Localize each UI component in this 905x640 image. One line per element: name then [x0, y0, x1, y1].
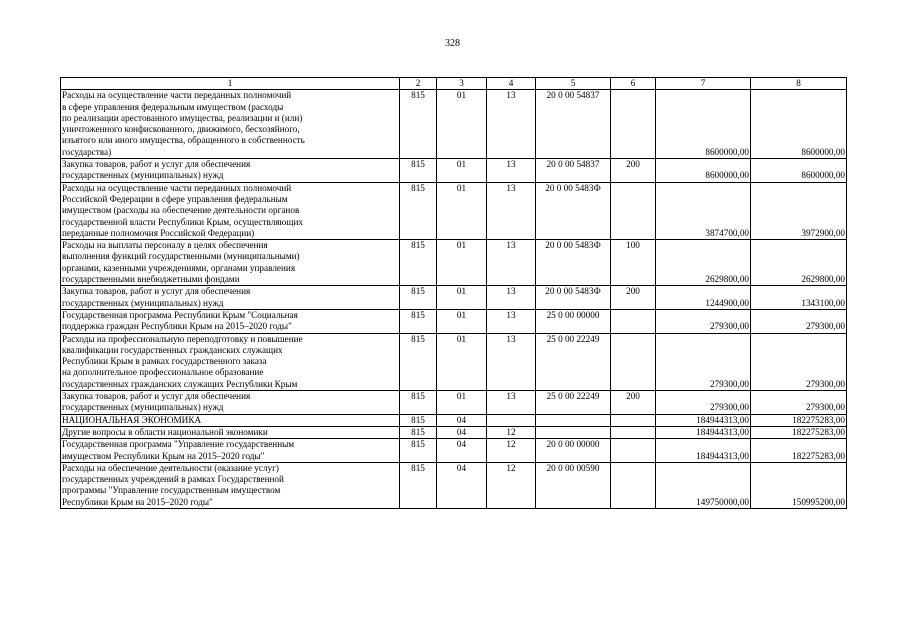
header-cell: 4	[487, 78, 536, 90]
target-article-cell: 20 0 00 5483Ф	[536, 286, 611, 310]
subsection-cell: 12	[487, 426, 536, 438]
header-row	[61, 78, 847, 90]
amount-year1-cell: 8600000,00	[656, 90, 751, 159]
expense-type-cell	[611, 90, 656, 159]
admin-code-cell: 815	[400, 462, 437, 508]
admin-code-cell: 815	[400, 333, 437, 390]
page-number: 328	[445, 38, 460, 49]
table-row	[61, 309, 847, 333]
admin-code-cell: 815	[400, 90, 437, 159]
amount-year1-cell: 2629800,00	[656, 240, 751, 286]
table-row	[61, 391, 847, 415]
target-article-cell: 20 0 00 5483Ф	[536, 240, 611, 286]
admin-code-cell: 815	[400, 286, 437, 310]
expense-type-cell	[611, 414, 656, 426]
table-row	[61, 90, 847, 159]
subsection-cell	[487, 414, 536, 426]
section-cell: 01	[437, 333, 487, 390]
amount-year1-cell: 149750000,00	[656, 462, 751, 508]
target-article-cell: 25 0 00 22249	[536, 333, 611, 390]
amount-year1-cell: 279300,00	[656, 309, 751, 333]
subsection-cell: 13	[487, 90, 536, 159]
admin-code-cell: 815	[400, 439, 437, 463]
target-article-cell: 20 0 00 54837	[536, 90, 611, 159]
section-cell: 04	[437, 439, 487, 463]
header-cell: 3	[437, 78, 487, 90]
amount-year1-cell: 184944313,00	[656, 414, 751, 426]
amount-year2-cell: 182275283,00	[751, 426, 847, 438]
table-row	[61, 333, 847, 390]
row-name-cell: Закупка товаров, работ и услуг для обеспечения государственных (муниципальных) нужд	[61, 286, 400, 310]
table-row	[61, 439, 847, 463]
section-cell: 01	[437, 240, 487, 286]
table-row	[61, 426, 847, 438]
expense-type-cell	[611, 439, 656, 463]
section-cell: 01	[437, 159, 487, 183]
table-row	[61, 414, 847, 426]
admin-code-cell: 815	[400, 391, 437, 415]
admin-code-cell: 815	[400, 414, 437, 426]
expense-type-cell: 200	[611, 391, 656, 415]
target-article-cell: 20 0 00 00590	[536, 462, 611, 508]
row-name-cell: Другие вопросы в области национальной экономики	[61, 426, 400, 438]
amount-year2-cell: 8600000,00	[751, 159, 847, 183]
target-article-cell: 25 0 00 22249	[536, 391, 611, 415]
subsection-cell: 12	[487, 439, 536, 463]
expense-type-cell: 200	[611, 286, 656, 310]
amount-year2-cell: 1343100,00	[751, 286, 847, 310]
amount-year2-cell: 182275283,00	[751, 439, 847, 463]
row-name-cell: Закупка товаров, работ и услуг для обеспечения государственных (муниципальных) нужд	[61, 159, 400, 183]
subsection-cell: 12	[487, 462, 536, 508]
amount-year1-cell: 8600000,00	[656, 159, 751, 183]
admin-code-cell: 815	[400, 182, 437, 239]
expense-type-cell	[611, 182, 656, 239]
section-cell: 01	[437, 182, 487, 239]
amount-year1-cell: 279300,00	[656, 391, 751, 415]
section-cell: 01	[437, 309, 487, 333]
row-name-cell: Расходы на осуществление части переданных полномочий в сфере управления федеральным имуществом (расходы по реализации арестованного имущества, реализации и (или) уничтоженного конфискованного, движимого, бесхозяйного, изъятого или иного имущества, обращенного в собственность государства)	[61, 90, 400, 159]
header-cell: 8	[751, 78, 847, 90]
header-cell: 5	[536, 78, 611, 90]
target-article-cell: 20 0 00 54837	[536, 159, 611, 183]
table-row	[61, 286, 847, 310]
amount-year2-cell: 279300,00	[751, 309, 847, 333]
amount-year2-cell: 279300,00	[751, 391, 847, 415]
table-row	[61, 462, 847, 508]
row-name-cell: Расходы на профессиональную переподготовку и повышение квалификации государственных гражданских служащих Республики Крым в рамках государственного заказа на дополнительное профессиональное образование государственных гражданских служащих Республики Крым	[61, 333, 400, 390]
header-cell: 7	[656, 78, 751, 90]
expense-type-cell	[611, 309, 656, 333]
amount-year2-cell: 2629800,00	[751, 240, 847, 286]
amount-year2-cell: 3972900,00	[751, 182, 847, 239]
subsection-cell: 13	[487, 286, 536, 310]
subsection-cell: 13	[487, 182, 536, 239]
row-name-cell: Расходы на выплаты персоналу в целях обеспечения выполнения функций государственными (муниципальными) органами, казенными учреждениями, органами управления государственными внебюджетными фондами	[61, 240, 400, 286]
amount-year2-cell: 150995200,00	[751, 462, 847, 508]
subsection-cell: 13	[487, 333, 536, 390]
table-row	[61, 182, 847, 239]
amount-year1-cell: 184944313,00	[656, 439, 751, 463]
amount-year2-cell: 279300,00	[751, 333, 847, 390]
amount-year1-cell: 279300,00	[656, 333, 751, 390]
section-cell: 04	[437, 426, 487, 438]
admin-code-cell: 815	[400, 240, 437, 286]
row-name-cell: НАЦИОНАЛЬНАЯ ЭКОНОМИКА	[61, 414, 400, 426]
section-cell: 01	[437, 286, 487, 310]
subsection-cell: 13	[487, 309, 536, 333]
amount-year1-cell: 184944313,00	[656, 426, 751, 438]
target-article-cell	[536, 414, 611, 426]
target-article-cell: 20 0 00 5483Ф	[536, 182, 611, 239]
expense-type-cell: 100	[611, 240, 656, 286]
row-name-cell: Закупка товаров, работ и услуг для обеспечения государственных (муниципальных) нужд	[61, 391, 400, 415]
subsection-cell: 13	[487, 159, 536, 183]
amount-year2-cell: 182275283,00	[751, 414, 847, 426]
admin-code-cell: 815	[400, 309, 437, 333]
header-cell: 1	[61, 78, 400, 90]
table-row	[61, 240, 847, 286]
target-article-cell	[536, 426, 611, 438]
subsection-cell: 13	[487, 240, 536, 286]
section-cell: 01	[437, 90, 487, 159]
row-name-cell: Расходы на обеспечение деятельности (оказание услуг) государственных учреждений в рамках Государственной программы "Управление государственным имуществом Республики Крым на 2015–2020 годы"	[61, 462, 400, 508]
section-cell: 04	[437, 462, 487, 508]
expense-type-cell	[611, 333, 656, 390]
target-article-cell: 20 0 00 00000	[536, 439, 611, 463]
row-name-cell: Расходы на осуществление части переданных полномочий Российской Федерации в сфере управления федеральным имуществом (расходы на обеспечение деятельности органов государственной власти Республики Крым, осуществляющих переданные полномочия Российской Федерации)	[61, 182, 400, 239]
amount-year1-cell: 1244900,00	[656, 286, 751, 310]
amount-year1-cell: 3874700,00	[656, 182, 751, 239]
admin-code-cell: 815	[400, 426, 437, 438]
expense-type-cell: 200	[611, 159, 656, 183]
expense-type-cell	[611, 426, 656, 438]
subsection-cell: 13	[487, 391, 536, 415]
amount-year2-cell: 8600000,00	[751, 90, 847, 159]
row-name-cell: Государственная программа "Управление государственным имуществом Республики Крым на 2015–2020 годы"	[61, 439, 400, 463]
header-cell: 6	[611, 78, 656, 90]
table-row	[61, 159, 847, 183]
section-cell: 04	[437, 414, 487, 426]
admin-code-cell: 815	[400, 159, 437, 183]
header-cell: 2	[400, 78, 437, 90]
section-cell: 01	[437, 391, 487, 415]
row-name-cell: Государственная программа Республики Крым "Социальная поддержка граждан Республики Крым на 2015–2020 годы"	[61, 309, 400, 333]
expense-type-cell	[611, 462, 656, 508]
target-article-cell: 25 0 00 00000	[536, 309, 611, 333]
budget-table	[60, 77, 847, 509]
